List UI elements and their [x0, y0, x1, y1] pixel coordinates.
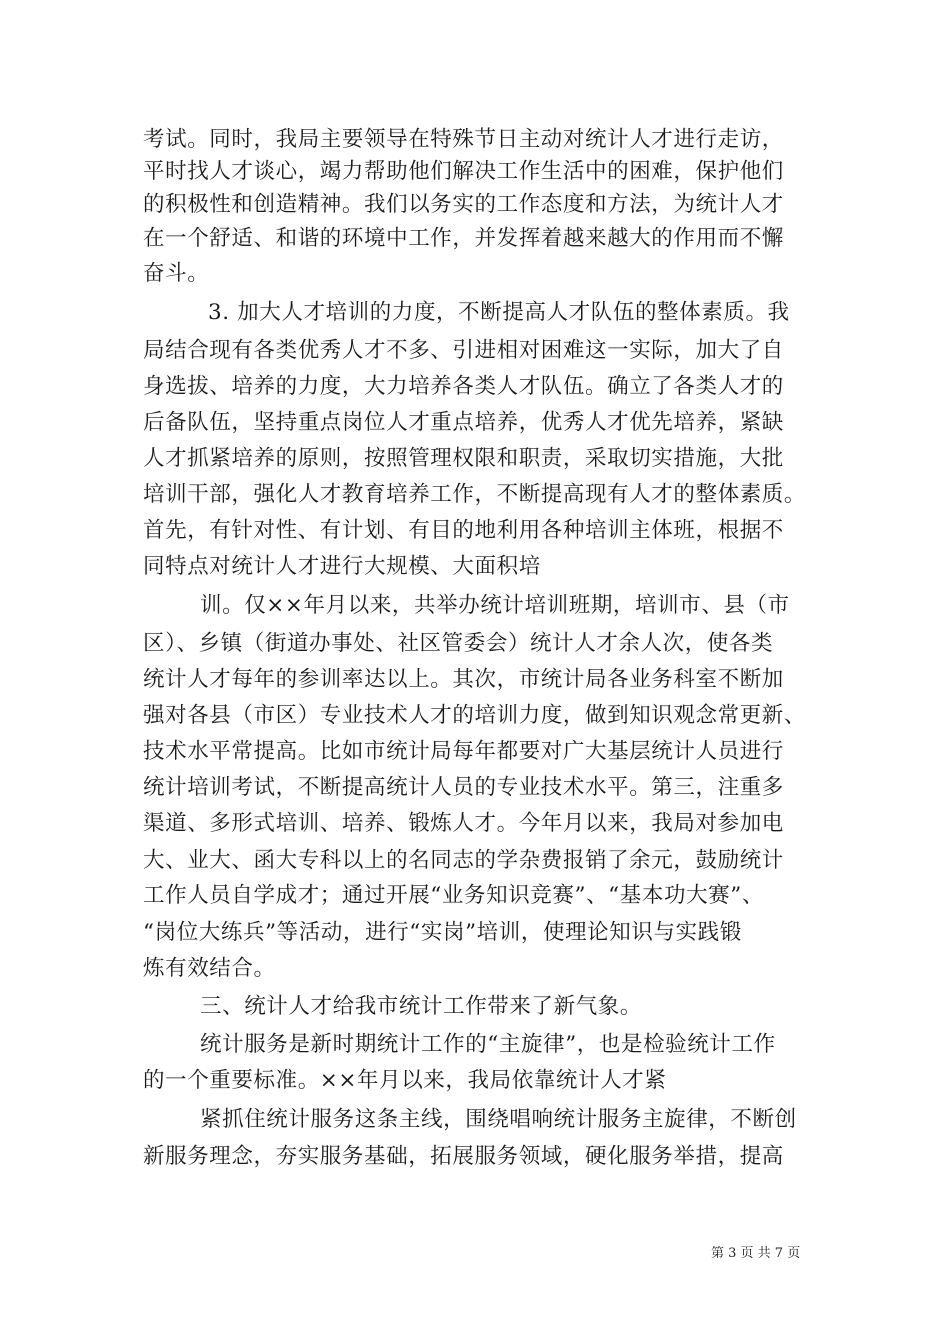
text-line: 人才抓紧培养的原则，按照管理权限和职责，采取切实措施，大批 — [143, 446, 784, 471]
text-line: 在一个舒适、和谐的环境中工作，并发挥着越来越大的作用而不懈 — [143, 226, 784, 251]
text-line: 3. 加大人才培训的力度，不断提高人才队伍的整体素质。我 — [208, 300, 790, 325]
text-line: 局结合现有各类优秀人才不多、引进相对困难这一实际，加大了自 — [143, 338, 784, 363]
text-line: 培训干部，强化人才教育培养工作，不断提高现有人才的整体素质。 — [143, 482, 807, 507]
text-line: 统计培训考试，不断提高统计人员的专业技术水平。第三，注重多 — [143, 775, 784, 800]
text-line: 平时找人才谈心，竭力帮助他们解决工作生活中的困难，保护他们 — [143, 159, 784, 184]
text-line: 强对各县（市区）专业技术人才的培训力度，做到知识观念常更新、 — [143, 703, 807, 728]
section-heading: 三、统计人才给我市统计工作带来了新气象。 — [200, 994, 643, 1019]
text-line: 紧抓住统计服务这条主线，围绕唱响统计服务主旋律，不断创 — [200, 1107, 797, 1132]
text-line: “岗位大练兵”等活动，进行“实岗”培训，使理论知识与实践锻 — [143, 920, 742, 945]
text-line: 训。仅××年月以来，共举办统计培训班期，培训市、县（市 — [200, 593, 790, 618]
page-number: 第 3 页 共 7 页 — [711, 1246, 801, 1261]
text-line: 的一个重要标准。××年月以来，我局依靠统计人才紧 — [143, 1068, 667, 1093]
text-line: 工作人员自学成才；通过开展“业务知识竞赛”、“基本功大赛”、 — [143, 883, 764, 908]
text-line: 身选拔、培养的力度，大力培养各类人才队伍。确立了各类人才的 — [143, 374, 784, 399]
text-line: 首先，有针对性、有计划、有目的地利用各种培训主体班，根据不 — [143, 518, 784, 543]
text-line: 新服务理念，夯实服务基础，拓展服务领域，硬化服务举措，提高 — [143, 1144, 784, 1169]
text-line: 区）、乡镇（街道办事处、社区管委会）统计人才余人次，使各类 — [143, 631, 774, 656]
text-line: 渠道、多形式培训、培养、锻炼人才。今年月以来，我局对参加电 — [143, 811, 784, 836]
text-line: 的积极性和创造精神。我们以务实的工作态度和方法，为统计人才 — [143, 192, 784, 217]
text-line: 考试。同时，我局主要领导在特殊节日主动对统计人才进行走访， — [143, 127, 784, 152]
text-line: 统计服务是新时期统计工作的“主旋律”，也是检验统计工作 — [200, 1032, 776, 1057]
text-line: 统计人才每年的参训率达以上。其次，市统计局各业务科室不断加 — [143, 667, 784, 692]
text-line: 奋斗。 — [143, 261, 210, 286]
text-line: 炼有效结合。 — [143, 956, 276, 981]
text-line: 后备队伍，坚持重点岗位人才重点培养，优秀人才优先培养，紧缺 — [143, 410, 784, 435]
text-line: 技术水平常提高。比如市统计局每年都要对广大基层统计人员进行 — [143, 739, 784, 764]
text-line: 大、业大、函大专科以上的名同志的学杂费报销了余元，鼓励统计 — [143, 848, 784, 873]
text-line: 同特点对统计人才进行大规模、大面积培 — [143, 554, 541, 579]
